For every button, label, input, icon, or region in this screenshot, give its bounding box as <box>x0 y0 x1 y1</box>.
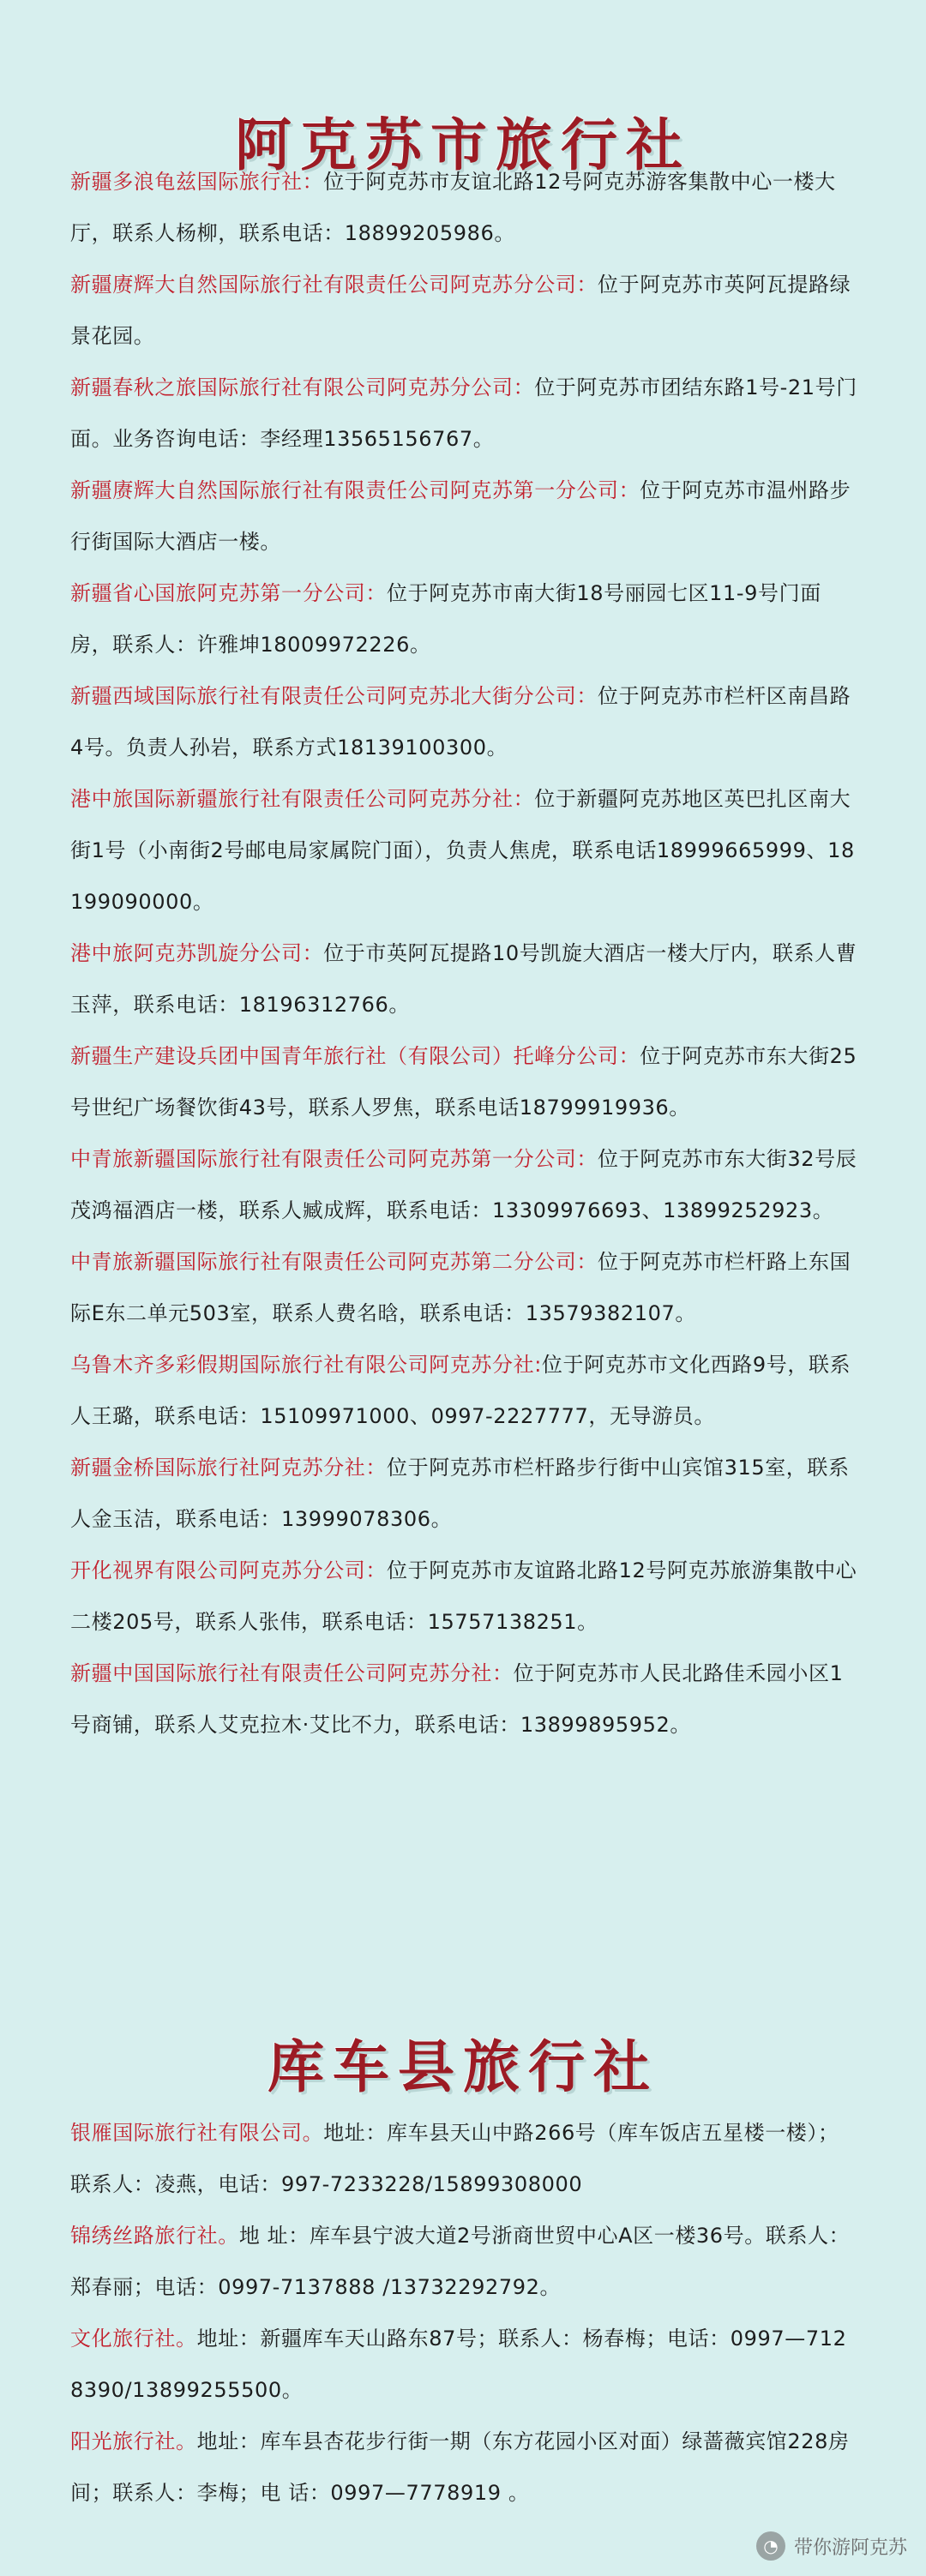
agency-detail: 地址：新疆库车天山路东87号；联系人：杨春梅；电话：0997—7128390/13899255500。 <box>70 2327 847 2402</box>
agency-name: 乌鲁木齐多彩假期国际旅行社有限公司阿克苏分社: <box>70 1353 542 1377</box>
agency-detail: 位于阿克苏市友谊北路12号阿克苏游客集散中心一楼大厅，联系人杨柳，联系电话：18899205986。 <box>70 170 836 245</box>
agency-entry <box>70 259 857 362</box>
agency-name: 阳光旅行社。 <box>70 2429 197 2453</box>
agency-entry <box>70 2416 857 2519</box>
agency-detail: 位于阿克苏市友谊路北路12号阿克苏旅游集散中心二楼205号，联系人张伟，联系电话：15757138251。 <box>70 1558 857 1634</box>
agency-entry <box>70 1339 857 1442</box>
section-title-kuqa: 库车县旅行社 <box>268 2033 658 2101</box>
agency-name: 锦绣丝路旅行社。 <box>70 2224 239 2248</box>
agency-entry <box>70 362 857 465</box>
agency-detail: 位于阿克苏市温州路步行街国际大酒店一楼。 <box>70 478 851 554</box>
agency-entry <box>70 156 857 259</box>
agency-name: 新疆春秋之旅国际旅行社有限公司阿克苏分公司： <box>70 375 535 399</box>
agency-name: 文化旅行社。 <box>70 2327 197 2351</box>
agency-detail: 位于阿克苏市东大街32号辰茂鸿福酒店一楼，联系人臧成辉，联系电话：13309976693、13899252923。 <box>70 1147 857 1222</box>
agency-name: 新疆赓辉大自然国际旅行社有限责任公司阿克苏第一分公司： <box>70 478 640 502</box>
agency-name: 中青旅新疆国际旅行社有限责任公司阿克苏第二分公司： <box>70 1250 598 1274</box>
agency-name: 新疆赓辉大自然国际旅行社有限责任公司阿克苏分公司： <box>70 273 598 297</box>
watermark-text: 带你游阿克苏 <box>793 2537 907 2559</box>
agency-entry <box>70 1545 857 1648</box>
agency-name: 港中旅国际新疆旅行社有限责任公司阿克苏分社： <box>70 787 535 811</box>
agency-name: 新疆多浪龟兹国际旅行社： <box>70 170 324 194</box>
agency-detail: 位于阿克苏市英阿瓦提路绿景花园。 <box>70 273 851 348</box>
agency-entry <box>70 1442 857 1545</box>
agency-entry <box>70 670 857 773</box>
agency-entry <box>70 1648 857 1750</box>
agency-entry <box>70 1030 857 1133</box>
agency-name: 开化视界有限公司阿克苏分公司： <box>70 1558 387 1582</box>
agency-entry <box>70 773 857 928</box>
agency-detail: 位于阿克苏市文化西路9号，联系人王璐，联系电话：15109971000、0997-2227777，无导游员。 <box>70 1353 851 1428</box>
section-title-aksu: 阿克苏市旅行社 <box>235 111 691 179</box>
watermark <box>756 2531 907 2561</box>
agency-entry <box>70 567 857 670</box>
agency-name: 新疆金桥国际旅行社阿克苏分社： <box>70 1456 387 1480</box>
agency-name: 新疆生产建设兵团中国青年旅行社（有限公司）托峰分公司： <box>70 1044 640 1068</box>
agency-entry <box>70 1133 857 1236</box>
agency-entry <box>70 2107 857 2210</box>
agency-entry <box>70 465 857 567</box>
agency-name: 新疆西域国际旅行社有限责任公司阿克苏北大街分公司： <box>70 684 598 708</box>
agency-name: 中青旅新疆国际旅行社有限责任公司阿克苏第一分公司： <box>70 1147 598 1171</box>
agency-detail: 地 址：库车县宁波大道2号浙商世贸中心A区一楼36号。联系人：郑春丽；电话：0997-7137888 /13732292792。 <box>70 2224 851 2299</box>
kuqa-agency-list <box>70 2107 857 2519</box>
aksu-agency-list <box>70 156 857 1750</box>
wechat-icon: ◔ <box>756 2531 785 2561</box>
agency-detail: 位于阿克苏市人民北路佳禾园小区1号商铺，联系人艾克拉木·艾比不力，联系电话：13899895952。 <box>70 1661 844 1737</box>
agency-detail: 位于阿克苏市栏杆路上东国际E东二单元503室，联系人费名晗，联系电话：13579382107。 <box>70 1250 851 1325</box>
agency-name: 港中旅阿克苏凯旋分公司： <box>70 941 324 965</box>
agency-entry <box>70 2210 857 2313</box>
agency-entry <box>70 2313 857 2416</box>
agency-entry <box>70 928 857 1030</box>
agency-detail: 位于阿克苏市东大街25号世纪广场餐饮街43号，联系人罗焦，联系电话18799919936。 <box>70 1044 857 1120</box>
agency-entry <box>70 1236 857 1339</box>
agency-detail: 位于阿克苏市栏杆区南昌路4号。负责人孙岩，联系方式18139100300。 <box>70 684 851 760</box>
agency-name: 新疆省心国旅阿克苏第一分公司： <box>70 581 387 605</box>
agency-detail: 地址：库车县杏花步行街一期（东方花园小区对面）绿蔷薇宾馆228房间；联系人：李梅；电 话：0997—7778919 。 <box>70 2429 850 2505</box>
agency-detail: 位于阿克苏市团结东路1号-21号门面。业务咨询电话：李经理13565156767。 <box>70 375 857 451</box>
agency-detail: 位于市英阿瓦提路10号凯旋大酒店一楼大厅内，联系人曹玉萍，联系电话：18196312766。 <box>70 941 857 1017</box>
agency-detail: 位于阿克苏市南大街18号丽园七区11-9号门面房，联系人：许雅坤18009972226。 <box>70 581 821 657</box>
agency-detail: 地址：库车县天山中路266号（库车饭店五星楼一楼）；联系人：凌燕，电话：997-7233228/15899308000 <box>70 2121 839 2196</box>
agency-name: 新疆中国国际旅行社有限责任公司阿克苏分社： <box>70 1661 514 1685</box>
agency-detail: 位于新疆阿克苏地区英巴扎区南大街1号（小南街2号邮电局家属院门面），负责人焦虎，联系电话18999665999、18199090000。 <box>70 787 855 914</box>
agency-name: 银雁国际旅行社有限公司。 <box>70 2121 324 2145</box>
agency-detail: 位于阿克苏市栏杆路步行街中山宾馆315室，联系人金玉洁，联系电话：13999078306。 <box>70 1456 850 1531</box>
